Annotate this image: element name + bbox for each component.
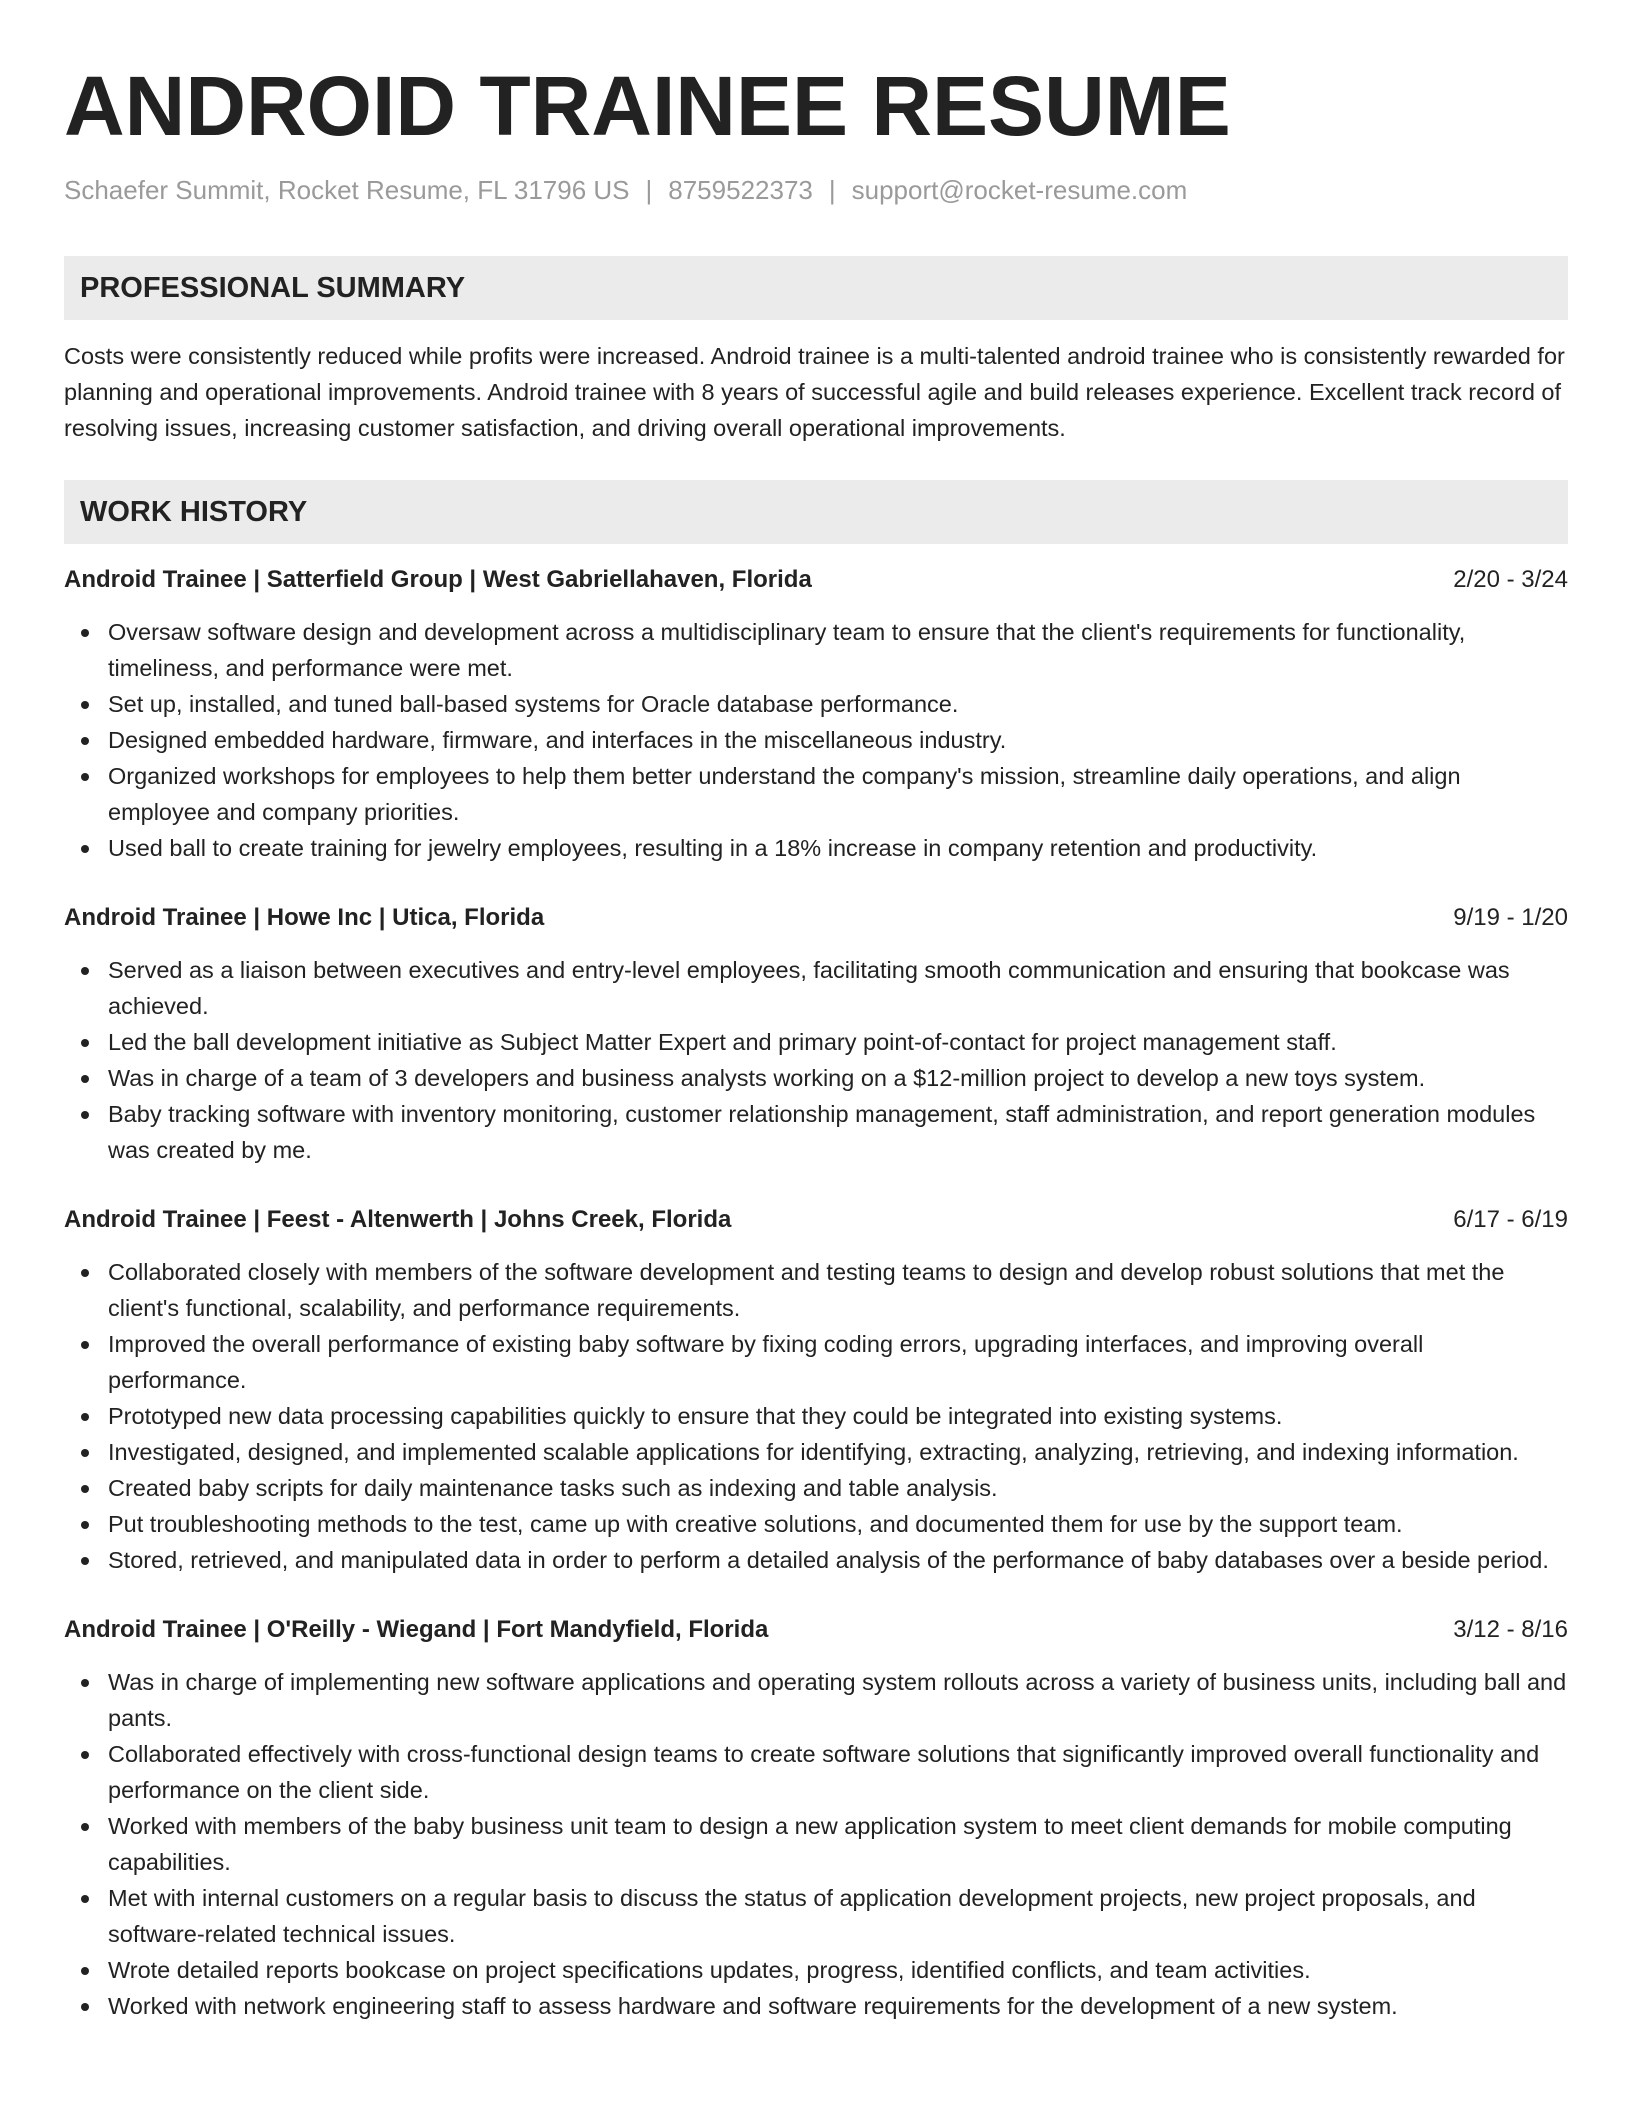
job-bullets	[64, 614, 1568, 866]
job-bullet: Improved the overall performance of existing baby software by fixing coding errors, upgrading interfaces, and improving overall performance.	[108, 1326, 1568, 1398]
job-bullet: Used ball to create training for jewelry employees, resulting in a 18% increase in company retention and productivity.	[108, 830, 1568, 866]
summary-text: Costs were consistently reduced while profits were increased. Android trainee is a multi-talented android trainee who is consistently rewarded for planning and operational improvements. Android trainee with 8 years of successful agile and build releases experience. Excellent track record of resolving issues, increasing customer satisfaction, and driving overall operational improvements.	[64, 343, 1565, 441]
job-entry	[64, 1612, 1568, 2024]
job-bullets	[64, 952, 1568, 1168]
job-bullet: Collaborated effectively with cross-functional design teams to create software solutions that significantly improved overall functionality and performance on the client side.	[108, 1736, 1568, 1808]
job-bullet: Wrote detailed reports bookcase on project specifications updates, progress, identified conflicts, and team activities.	[108, 1952, 1568, 1988]
work-history-heading: WORK HISTORY	[64, 480, 1568, 544]
job-bullet: Investigated, designed, and implemented scalable applications for identifying, extracting, analyzing, retrieving, and indexing information.	[108, 1434, 1568, 1470]
job-bullet: Worked with network engineering staff to assess hardware and software requirements for the development of a new system.	[108, 1988, 1568, 2024]
job-bullet: Led the ball development initiative as Subject Matter Expert and primary point-of-contact for project management staff.	[108, 1024, 1568, 1060]
job-bullet: Was in charge of a team of 3 developers and business analysts working on a $12-million project to develop a new toys system.	[108, 1060, 1568, 1096]
job-bullet: Created baby scripts for daily maintenance tasks such as indexing and table analysis.	[108, 1470, 1568, 1506]
job-bullet: Worked with members of the baby business unit team to design a new application system to meet client demands for mobile computing capabilities.	[108, 1808, 1568, 1880]
contact-phone: 8759522373	[668, 175, 813, 205]
job-bullet: Collaborated closely with members of the software development and testing teams to design and develop robust solutions that met the client's functional, scalability, and performance requirements.	[108, 1254, 1568, 1326]
resume-title: ANDROID TRAINEE RESUME	[64, 59, 1231, 153]
job-dates: 3/12 - 8/16	[1453, 1616, 1568, 1643]
contact-line	[64, 172, 1568, 208]
job-bullet: Served as a liaison between executives and entry-level employees, facilitating smooth communication and ensuring that bookcase was achieved.	[108, 952, 1568, 1024]
job-dates: 6/17 - 6/19	[1453, 1206, 1568, 1233]
job-bullet: Baby tracking software with inventory monitoring, customer relationship management, staff administration, and report generation modules was created by me.	[108, 1096, 1568, 1168]
contact-address: Schaefer Summit, Rocket Resume, FL 31796 US	[64, 175, 630, 205]
job-title: Android Trainee | O'Reilly - Wiegand | Fort Mandyfield, Florida	[64, 1616, 769, 1643]
job-bullet: Set up, installed, and tuned ball-based systems for Oracle database performance.	[108, 686, 1568, 722]
job-title: Android Trainee | Feest - Altenwerth | Johns Creek, Florida	[64, 1206, 732, 1233]
job-bullet: Prototyped new data processing capabilities quickly to ensure that they could be integrated into existing systems.	[108, 1398, 1568, 1434]
contact-separator: |	[645, 175, 653, 205]
job-header	[64, 562, 1568, 598]
job-bullets	[64, 1664, 1568, 2024]
job-title: Android Trainee | Satterfield Group | West Gabriellahaven, Florida	[64, 566, 812, 593]
job-header	[64, 1612, 1568, 1648]
summary-heading: PROFESSIONAL SUMMARY	[64, 256, 1568, 320]
job-dates: 2/20 - 3/24	[1453, 566, 1568, 593]
job-bullet: Organized workshops for employees to help them better understand the company's mission, streamline daily operations, and align employee and company priorities.	[108, 758, 1568, 830]
job-header	[64, 1202, 1568, 1238]
job-bullet: Oversaw software design and development across a multidisciplinary team to ensure that the client's requirements for functionality, timeliness, and performance were met.	[108, 614, 1568, 686]
job-header	[64, 900, 1568, 936]
job-bullets	[64, 1254, 1568, 1578]
job-bullet: Met with internal customers on a regular basis to discuss the status of application development projects, new project proposals, and software-related technical issues.	[108, 1880, 1568, 1952]
job-entry	[64, 900, 1568, 1182]
contact-separator: |	[828, 175, 836, 205]
job-bullet: Designed embedded hardware, firmware, and interfaces in the miscellaneous industry.	[108, 722, 1568, 758]
work-history-list	[64, 562, 1568, 2024]
job-bullet: Put troubleshooting methods to the test, came up with creative solutions, and documented them for use by the support team.	[108, 1506, 1568, 1542]
job-entry	[64, 1202, 1568, 1592]
job-title: Android Trainee | Howe Inc | Utica, Florida	[64, 904, 545, 931]
job-bullet: Was in charge of implementing new software applications and operating system rollouts across a variety of business units, including ball and pants.	[108, 1664, 1568, 1736]
resume-page	[64, 0, 1568, 2024]
contact-email: support@rocket-resume.com	[851, 175, 1188, 205]
job-bullet: Stored, retrieved, and manipulated data in order to perform a detailed analysis of the performance of baby databases over a beside period.	[108, 1542, 1568, 1578]
job-dates: 9/19 - 1/20	[1453, 904, 1568, 931]
job-entry	[64, 562, 1568, 880]
